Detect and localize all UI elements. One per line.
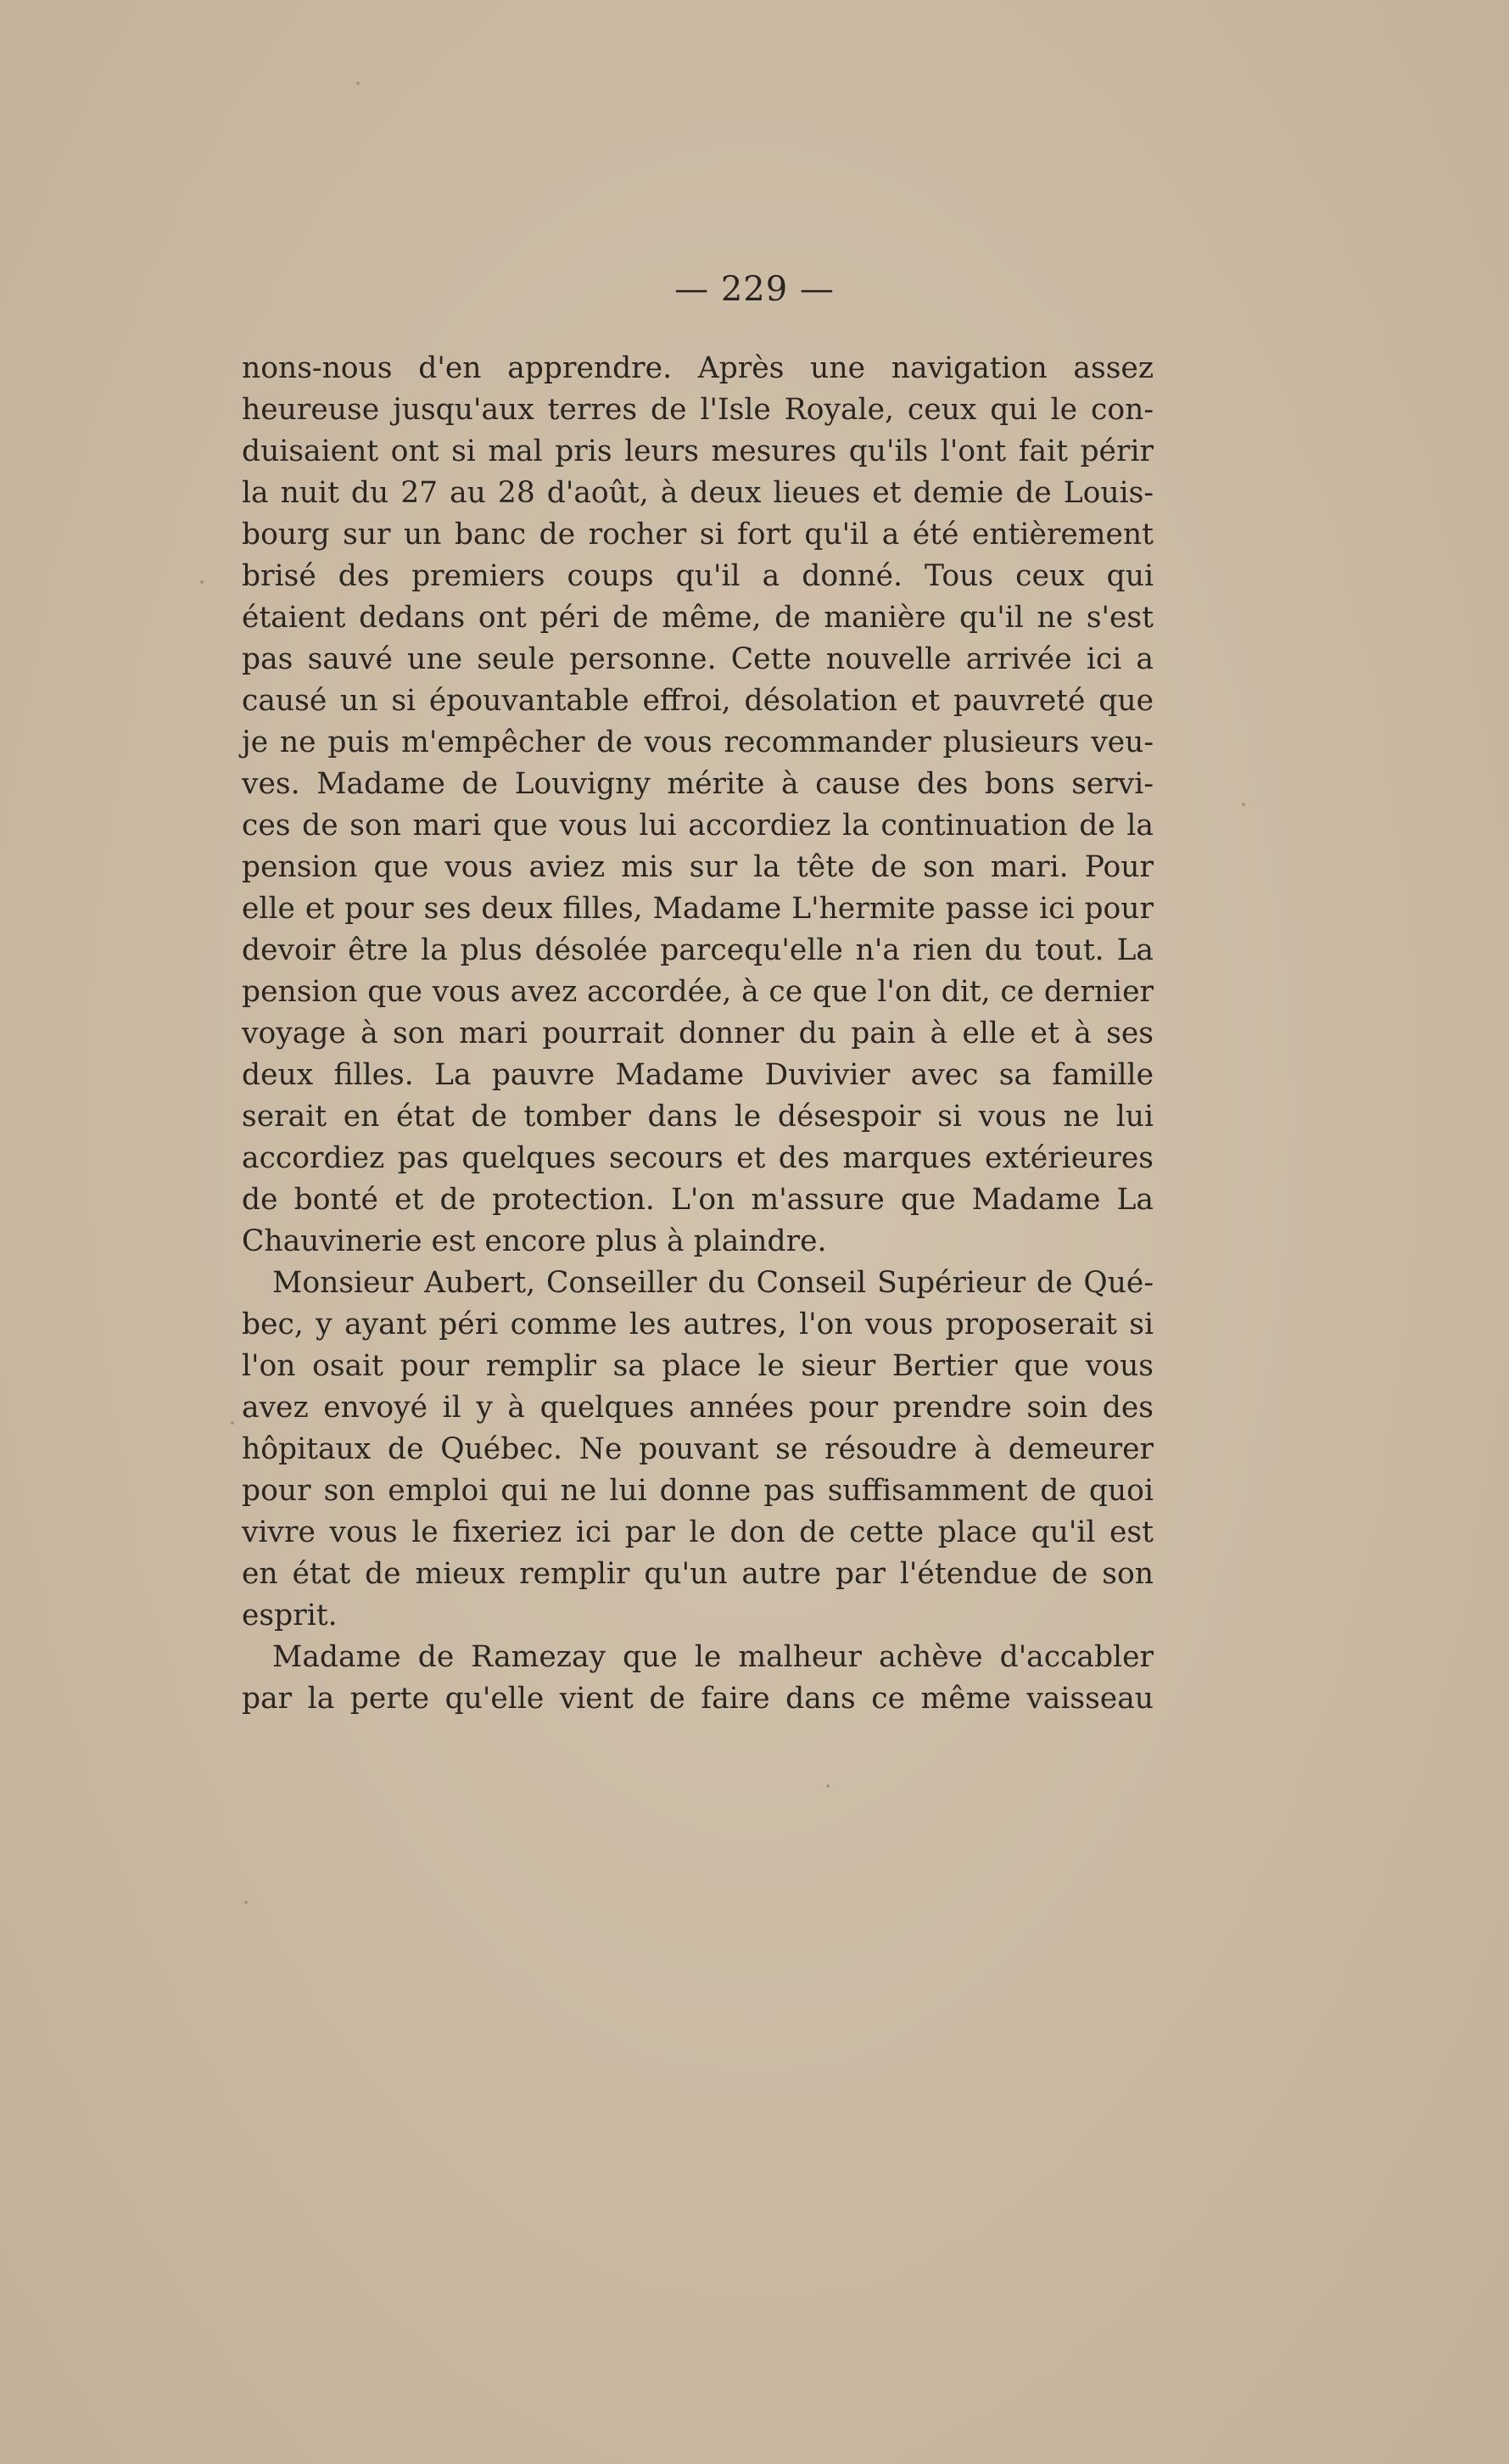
text-line: devoir être la plus désolée parcequ'elle n'a rien du tout. La	[242, 933, 1154, 967]
text-line: hôpitaux de Québec. Ne pouvant se résoudre à demeurer	[242, 1432, 1154, 1466]
text-line: vivre vous le fixeriez ici par le don de cette place qu'il est	[242, 1515, 1154, 1549]
text-line: duisaient ont si mal pris leurs mesures qu'ils l'ont fait périr	[242, 434, 1154, 468]
text-line: pas sauvé une seule personne. Cette nouvelle arrivée ici a	[242, 642, 1154, 676]
paper-speck	[231, 1421, 234, 1425]
paper-speck	[356, 81, 360, 85]
text-line: ves. Madame de Louvigny mérite à cause des bons servi-	[242, 767, 1154, 801]
text-line: je ne puis m'empêcher de vous recommander plusieurs veu-	[242, 725, 1154, 759]
text-line: étaient dedans ont péri de même, de manière qu'il ne s'est	[242, 601, 1154, 635]
text-line: la nuit du 27 au 28 d'août, à deux lieues et demie de Louis-	[242, 476, 1154, 510]
text-line: en état de mieux remplir qu'un autre par l'étendue de son	[242, 1557, 1154, 1591]
text-line: avez envoyé il y à quelques années pour prendre soin des	[242, 1391, 1154, 1425]
paper-speck	[1242, 803, 1245, 806]
paper-speck	[826, 1784, 830, 1788]
text-line: de bonté et de protection. L'on m'assure que Madame La	[242, 1183, 1154, 1217]
text-line: pour son emploi qui ne lui donne pas suffisamment de quoi	[242, 1474, 1154, 1508]
text-line: accordiez pas quelques secours et des marques extérieures	[242, 1141, 1154, 1175]
text-line: Chauvinerie est encore plus à plaindre.	[242, 1224, 827, 1258]
text-line: deux filles. La pauvre Madame Duvivier avec sa famille	[242, 1058, 1154, 1092]
text-line: ces de son mari que vous lui accordiez la continuation de la	[242, 809, 1154, 843]
text-line: voyage à son mari pourrait donner du pain à elle et à ses	[242, 1016, 1154, 1050]
text-line: esprit.	[242, 1599, 338, 1632]
text-line: causé un si épouvantable effroi, désolation et pauvreté que	[242, 684, 1154, 718]
paper-speck	[244, 1901, 248, 1904]
paper-speck	[200, 580, 204, 584]
body-text	[242, 348, 1154, 1720]
text-line: elle et pour ses deux filles, Madame L'hermite passe ici pour	[242, 892, 1154, 926]
text-line: pension que vous avez accordée, à ce que l'on dit, ce dernier	[242, 975, 1154, 1009]
text-line: bourg sur un banc de rocher si fort qu'il a été entièrement	[242, 518, 1154, 552]
text-line: serait en état de tomber dans le désespoir si vous ne lui	[242, 1100, 1154, 1134]
text-line: brisé des premiers coups qu'il a donné. Tous ceux qui	[242, 559, 1154, 593]
page-number: — 229 —	[674, 270, 835, 309]
text-line: l'on osait pour remplir sa place le sieur Bertier que vous	[242, 1349, 1154, 1383]
text-line: pension que vous aviez mis sur la tête de son mari. Pour	[242, 850, 1154, 884]
text-line: bec, y ayant péri comme les autres, l'on vous proposerait si	[242, 1308, 1154, 1341]
text-line: Monsieur Aubert, Conseiller du Conseil Supérieur de Qué-	[272, 1266, 1154, 1300]
text-line: Madame de Ramezay que le malheur achève d'accabler	[272, 1640, 1154, 1674]
text-line: heureuse jusqu'aux terres de l'Isle Royale, ceux qui le con-	[242, 393, 1154, 427]
text-line: par la perte qu'elle vient de faire dans ce même vaisseau	[242, 1682, 1154, 1716]
text-line: nons-nous d'en apprendre. Après une navigation assez	[242, 351, 1154, 385]
